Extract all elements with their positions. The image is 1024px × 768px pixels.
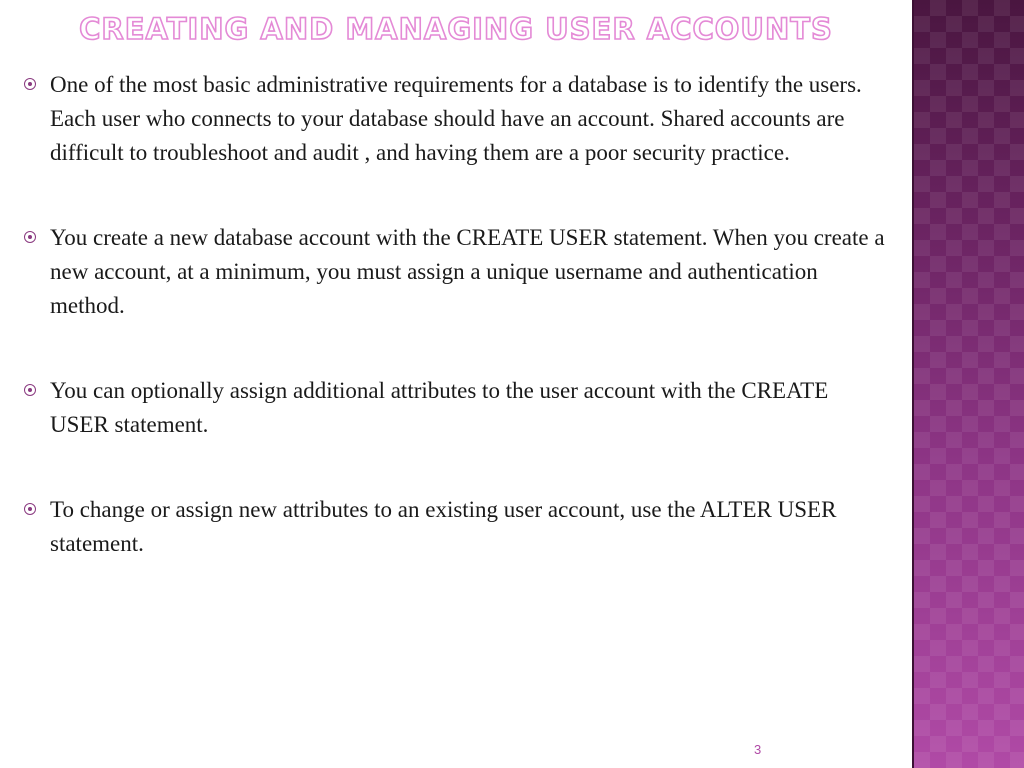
bullet-item bbox=[22, 68, 892, 170]
bullet-item bbox=[22, 493, 892, 561]
page-number: 3 bbox=[754, 742, 762, 757]
bullet-list bbox=[22, 68, 892, 612]
circled-dot-bullet-icon bbox=[24, 78, 36, 90]
slide-title: CREATING AND MANAGING USER ACCOUNTS bbox=[79, 12, 833, 46]
bullet-text: You create a new database account with the CREATE USER statement. When you create a new account, at a minimum, you must assign a unique username and authentication method. bbox=[50, 225, 885, 318]
decorative-side-panel bbox=[912, 0, 1024, 768]
bullet-text: One of the most basic administrative requirements for a database is to identify the users. Each user who connects to your database should have an account. Shared accounts are difficult to troubleshoot and audit , and having them are a poor security practice. bbox=[50, 72, 862, 165]
bullet-item bbox=[22, 374, 892, 442]
circled-dot-bullet-icon bbox=[24, 231, 36, 243]
circled-dot-bullet-icon bbox=[24, 503, 36, 515]
bullet-item bbox=[22, 221, 892, 323]
bullet-text: You can optionally assign additional attributes to the user account with the CREATE USER statement. bbox=[50, 378, 829, 437]
circled-dot-bullet-icon bbox=[24, 384, 36, 396]
bullet-text: To change or assign new attributes to an existing user account, use the ALTER USER statement. bbox=[50, 497, 837, 556]
